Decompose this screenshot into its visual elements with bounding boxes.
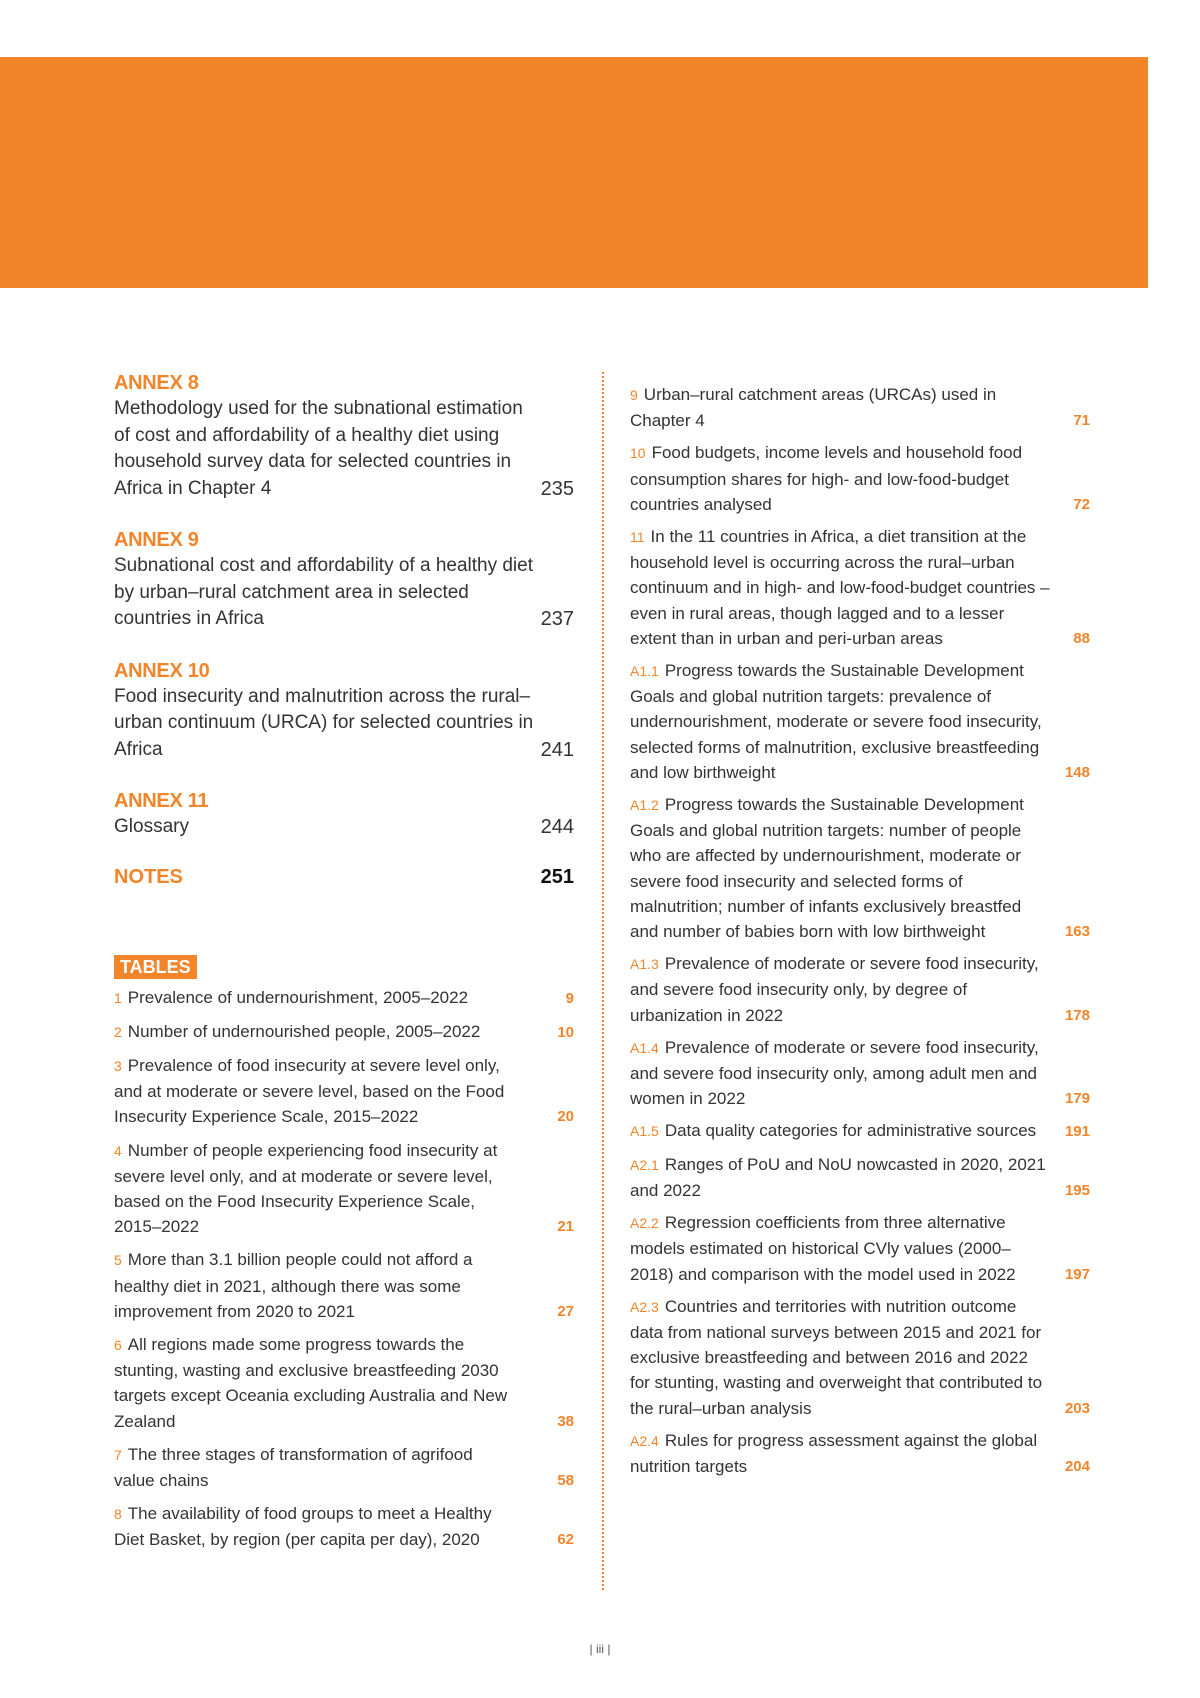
table-number: 6 bbox=[114, 1336, 122, 1353]
annex-title: Glossary bbox=[114, 816, 189, 837]
table-page-number: 88 bbox=[1073, 629, 1090, 647]
table-number: A2.3 bbox=[630, 1298, 659, 1315]
table-entry[interactable] bbox=[114, 1247, 574, 1324]
table-entry[interactable] bbox=[630, 658, 1090, 785]
table-number: 5 bbox=[114, 1252, 122, 1269]
table-title: Rules for progress assessment against the global nutrition targets bbox=[630, 1430, 1038, 1476]
table-number: A2.4 bbox=[630, 1432, 659, 1449]
table-number: A1.2 bbox=[630, 797, 659, 814]
column-divider bbox=[602, 372, 604, 1590]
toc-left-column bbox=[114, 370, 574, 1561]
table-title: Prevalence of moderate or severe food insecurity, and severe food insecurity only, among adult men and women in 2022 bbox=[630, 1037, 1039, 1109]
table-title: Food budgets, income levels and household food consumption shares for high- and low-food-budget countries analysed bbox=[630, 443, 1023, 514]
table-title: Prevalence of food insecurity at severe level only, and at moderate or severe level, based on the Food Insecurity Experience Scale, 2015–2022 bbox=[114, 1055, 505, 1127]
table-title: Regression coefficients from three alternative models estimated on historical CVly values (2000–2018) and comparison with the model used in 2022 bbox=[630, 1213, 1016, 1284]
table-page-number: 9 bbox=[565, 989, 574, 1007]
table-number: A2.1 bbox=[630, 1156, 659, 1173]
table-page-number: 20 bbox=[557, 1108, 574, 1126]
table-entry[interactable] bbox=[630, 524, 1090, 651]
table-title: Number of people experiencing food insecurity at severe level only, and at moderate or severe level, based on the Food Insecurity Experience Scale, 2015–2022 bbox=[114, 1140, 498, 1237]
annex-page-number: 237 bbox=[540, 608, 574, 630]
page-number-footer: | iii | bbox=[589, 1642, 611, 1656]
table-page-number: 195 bbox=[1064, 1181, 1090, 1199]
table-page-number: 148 bbox=[1064, 763, 1090, 781]
annex-page-number: 244 bbox=[540, 816, 574, 838]
table-entry[interactable] bbox=[114, 1019, 574, 1045]
table-page-number: 10 bbox=[557, 1023, 574, 1041]
toc-right-column bbox=[630, 382, 1090, 1486]
annex-title: Methodology used for the subnational estimation of cost and affordability of a healthy diet using household survey data for selected countries in Africa in Chapter 4 bbox=[114, 398, 523, 499]
table-number: 1 bbox=[114, 989, 122, 1006]
annex-entry[interactable] bbox=[114, 370, 574, 502]
table-title: The availability of food groups to meet a Healthy Diet Basket, by region (per capita per day), 2020 bbox=[114, 1504, 492, 1550]
table-entry[interactable] bbox=[114, 1053, 574, 1130]
table-number: 7 bbox=[114, 1446, 122, 1463]
table-title: Countries and territories with nutrition outcome data from national surveys between 2015 and 2021 for exclusive breastfeeding and between 2016 and 2022 for stunting, wasting and overweight that contributed to the rural–urban analysis bbox=[630, 1296, 1043, 1418]
table-number: 4 bbox=[114, 1142, 122, 1159]
table-page-number: 178 bbox=[1064, 1006, 1090, 1024]
annex-page-number: 241 bbox=[540, 738, 574, 761]
table-number: 2 bbox=[114, 1023, 122, 1040]
table-title: In the 11 countries in Africa, a diet transition at the household level is occurring across the rural–urban continuum and in high- and low-food-budget countries – even in rural areas, though lagged and to a lesser extent than in urban and peri-urban areas bbox=[630, 527, 1050, 648]
annex-title: Subnational cost and affordability of a healthy diet by urban–rural catchment area in selected countries in Africa bbox=[114, 555, 533, 629]
table-number: A1.3 bbox=[630, 956, 659, 973]
table-number: 10 bbox=[630, 445, 646, 462]
table-title: All regions made some progress towards the stunting, wasting and exclusive breastfeeding 2030 targets except Oceania excluding Australia and New Zealand bbox=[114, 1334, 508, 1431]
annex-entry[interactable] bbox=[114, 658, 574, 764]
table-title: Number of undernourished people, 2005–2022 bbox=[127, 1021, 481, 1041]
table-page-number: 191 bbox=[1064, 1123, 1090, 1141]
annex-heading: ANNEX 11 bbox=[114, 790, 209, 812]
table-number: A1.1 bbox=[630, 663, 659, 680]
table-page-number: 21 bbox=[557, 1218, 574, 1236]
tables-section-label: TABLES bbox=[114, 955, 197, 979]
table-number: 3 bbox=[114, 1057, 122, 1074]
table-entry[interactable] bbox=[630, 1152, 1090, 1203]
table-entry[interactable] bbox=[114, 1501, 574, 1552]
table-entry[interactable] bbox=[630, 792, 1090, 944]
table-entry[interactable] bbox=[630, 1428, 1090, 1479]
table-title: Progress towards the Sustainable Development Goals and global nutrition targets: prevalence of undernourishment, moderate or severe food insecurity, selected forms of malnutrition, exclusive breastfeeding and low birthweight bbox=[630, 661, 1042, 782]
table-entry[interactable] bbox=[630, 1118, 1090, 1144]
table-entry[interactable] bbox=[114, 1138, 574, 1240]
annex-heading: ANNEX 10 bbox=[114, 659, 210, 682]
table-entry[interactable] bbox=[630, 1210, 1090, 1287]
table-page-number: 163 bbox=[1064, 923, 1090, 941]
notes-heading: NOTES bbox=[114, 865, 183, 888]
annex-entry[interactable] bbox=[114, 788, 574, 841]
header-banner bbox=[0, 57, 1148, 288]
annex-page-number: 235 bbox=[540, 477, 574, 500]
table-page-number: 197 bbox=[1064, 1265, 1090, 1283]
table-title: Data quality categories for administrative sources bbox=[664, 1121, 1037, 1141]
table-page-number: 27 bbox=[557, 1302, 574, 1320]
table-number: 11 bbox=[630, 529, 645, 546]
table-page-number: 62 bbox=[557, 1531, 574, 1549]
table-title: Prevalence of undernourishment, 2005–2022 bbox=[127, 987, 469, 1007]
table-page-number: 203 bbox=[1064, 1399, 1090, 1417]
table-number: A1.4 bbox=[630, 1039, 659, 1056]
table-entry[interactable] bbox=[630, 951, 1090, 1028]
table-entry[interactable] bbox=[114, 1332, 574, 1434]
table-entry[interactable] bbox=[630, 1294, 1090, 1421]
notes-entry[interactable] bbox=[114, 866, 574, 889]
table-entry[interactable] bbox=[630, 1035, 1090, 1112]
table-title: More than 3.1 billion people could not afford a healthy diet in 2021, although there was some improvement from 2020 to 2021 bbox=[114, 1250, 473, 1321]
table-entry[interactable] bbox=[630, 382, 1090, 433]
table-number: 9 bbox=[630, 387, 638, 403]
table-page-number: 179 bbox=[1064, 1090, 1090, 1108]
table-number: A1.5 bbox=[630, 1123, 659, 1140]
table-page-number: 72 bbox=[1073, 495, 1090, 513]
table-page-number: 58 bbox=[557, 1471, 574, 1489]
annex-heading: ANNEX 8 bbox=[114, 372, 199, 394]
table-entry[interactable] bbox=[114, 1442, 574, 1493]
table-page-number: 71 bbox=[1073, 412, 1090, 430]
table-title: Progress towards the Sustainable Development Goals and global nutrition targets: number of people who are affected by undernourishment, moderate or severe food insecurity and selected forms of malnutrition; number of infants exclusively breastfed and number of babies born with low birthweight bbox=[630, 795, 1024, 942]
table-entry[interactable] bbox=[630, 440, 1090, 517]
table-number: A2.2 bbox=[630, 1215, 659, 1232]
table-page-number: 204 bbox=[1064, 1457, 1090, 1475]
table-title: Ranges of PoU and NoU nowcasted in 2020, 2021 and 2022 bbox=[630, 1154, 1046, 1200]
table-entry[interactable] bbox=[114, 985, 574, 1011]
table-title: Prevalence of moderate or severe food insecurity, and severe food insecurity only, by degree of urbanization in 2022 bbox=[630, 954, 1039, 1025]
table-page-number: 38 bbox=[557, 1412, 574, 1430]
notes-page-number: 251 bbox=[540, 865, 574, 888]
table-number: 8 bbox=[114, 1506, 122, 1523]
table-title: Urban–rural catchment areas (URCAs) used in Chapter 4 bbox=[630, 385, 997, 431]
annex-heading: ANNEX 9 bbox=[114, 529, 199, 551]
annex-title: Food insecurity and malnutrition across the rural–urban continuum (URCA) for selected countries in Africa bbox=[114, 685, 534, 760]
table-title: The three stages of transformation of agrifood value chains bbox=[114, 1444, 473, 1490]
annex-entry[interactable] bbox=[114, 527, 574, 633]
